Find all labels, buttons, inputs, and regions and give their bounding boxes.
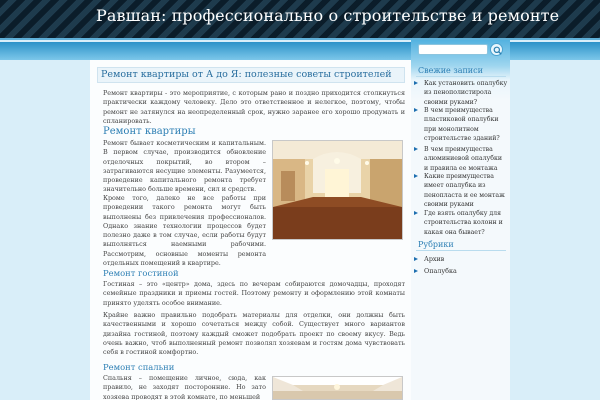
para-gostinoy-1: Гостиная – это «центр» дома, здесь по вечерам собираются домочадцы, проходят семейные праздники и приемы гостей. Поэтому ремонту и оформлению этой комнаты принято уделять особое внимание. (103, 280, 405, 307)
para-kvartiry-1: Ремонт бывает косметическим и капитальным. В первом случае, производится обновление отделочных покрытий, во втором – затрагиваются несущие элементы. Разумеется, проведение капитального ремонта требует значительно больше времени, сил и средств. (103, 139, 266, 194)
recent-post-item[interactable]: В чем преимущества пластиковой опалубки при монолитном строительстве зданий? (414, 106, 508, 143)
bullet-arrow-icon (414, 81, 418, 85)
bullet-arrow-icon (414, 269, 418, 273)
post-intro: Ремонт квартиры - это мероприятие, с которым рано и поздно приходится столкнуться практически каждому человеку. Дело это ответственное и нелегкое, поэтому, чтобы ремонт не затянулся на неопределенный срок, нужно заранее его хорошо продумать и спланировать. (103, 89, 405, 125)
heading-kvartiry: Ремонт квартиры (103, 126, 196, 137)
recent-post-item[interactable]: В чем преимущества алюминиевой опалубки и правила ее монтажа (414, 145, 508, 173)
search-icon (493, 46, 502, 55)
header-subbar (0, 42, 600, 60)
recent-post-item[interactable]: Где взять опалубку для строительства колонн и какая она бывает? (414, 209, 508, 237)
recent-posts-title: Свежие записи (418, 66, 483, 75)
category-item-archive[interactable]: Архив (414, 255, 508, 263)
post-title[interactable]: Ремонт квартиры от А до Я: полезные советы строителей (97, 67, 405, 83)
site-title[interactable]: Равшан: профессионально о строительстве и ремонте (96, 6, 560, 25)
categories-divider (416, 250, 506, 251)
search-input[interactable] (418, 44, 488, 55)
heading-spalni: Ремонт спальни (103, 362, 175, 372)
para-kvartiry-2: Кроме того, далеко не все работы при проведении такого ремонта могут быть выполнены без привлечения профессионалов. Однако знание технологии процессов будет полезно даже в том случае, если работы будут выполняться наемными рабочими. Рассмотрим, основные моменты ремонта отдельных помещений в квартире. (103, 194, 266, 268)
bullet-arrow-icon (414, 174, 418, 178)
para-spalni: Спальня – помещение личное, сюда, как правило, не заходят посторонние. Но зато хозяева проводят в этой комнате, по меньшей (103, 374, 266, 400)
heading-gostinoy: Ремонт гостиной (103, 268, 179, 278)
category-item-opalubka[interactable]: Опалубка (414, 267, 508, 275)
search-button[interactable] (490, 43, 503, 56)
recent-post-item[interactable]: Какие преимущества имеет опалубка из пенопласта и ее монтаж своими руками (414, 172, 508, 209)
recent-post-item[interactable]: Как установить опалубку из пенополистирола своими руками? (414, 79, 508, 107)
categories-title: Рубрики (418, 240, 454, 249)
recent-posts-divider (416, 76, 506, 77)
living-room-photo (272, 140, 403, 240)
site-header (0, 0, 600, 40)
bullet-arrow-icon (414, 257, 418, 261)
bullet-arrow-icon (414, 147, 418, 151)
post (97, 67, 405, 83)
para-gostinoy-2: Крайне важно правильно подобрать материалы для отделки, они должны быть качественными и хорошо сочетаться между собой. Существует много вариантов дизайна гостиной, поэтому каждый сможет подобрать проект по своему вкусу. Ведь очень важно, чтоб выполненный ремонт позволял хозяевам и гостям дома чувствовать себя в гостиной комфортно. (103, 311, 405, 357)
bullet-arrow-icon (414, 211, 418, 215)
bedroom-photo (272, 376, 403, 400)
bullet-arrow-icon (414, 108, 418, 112)
